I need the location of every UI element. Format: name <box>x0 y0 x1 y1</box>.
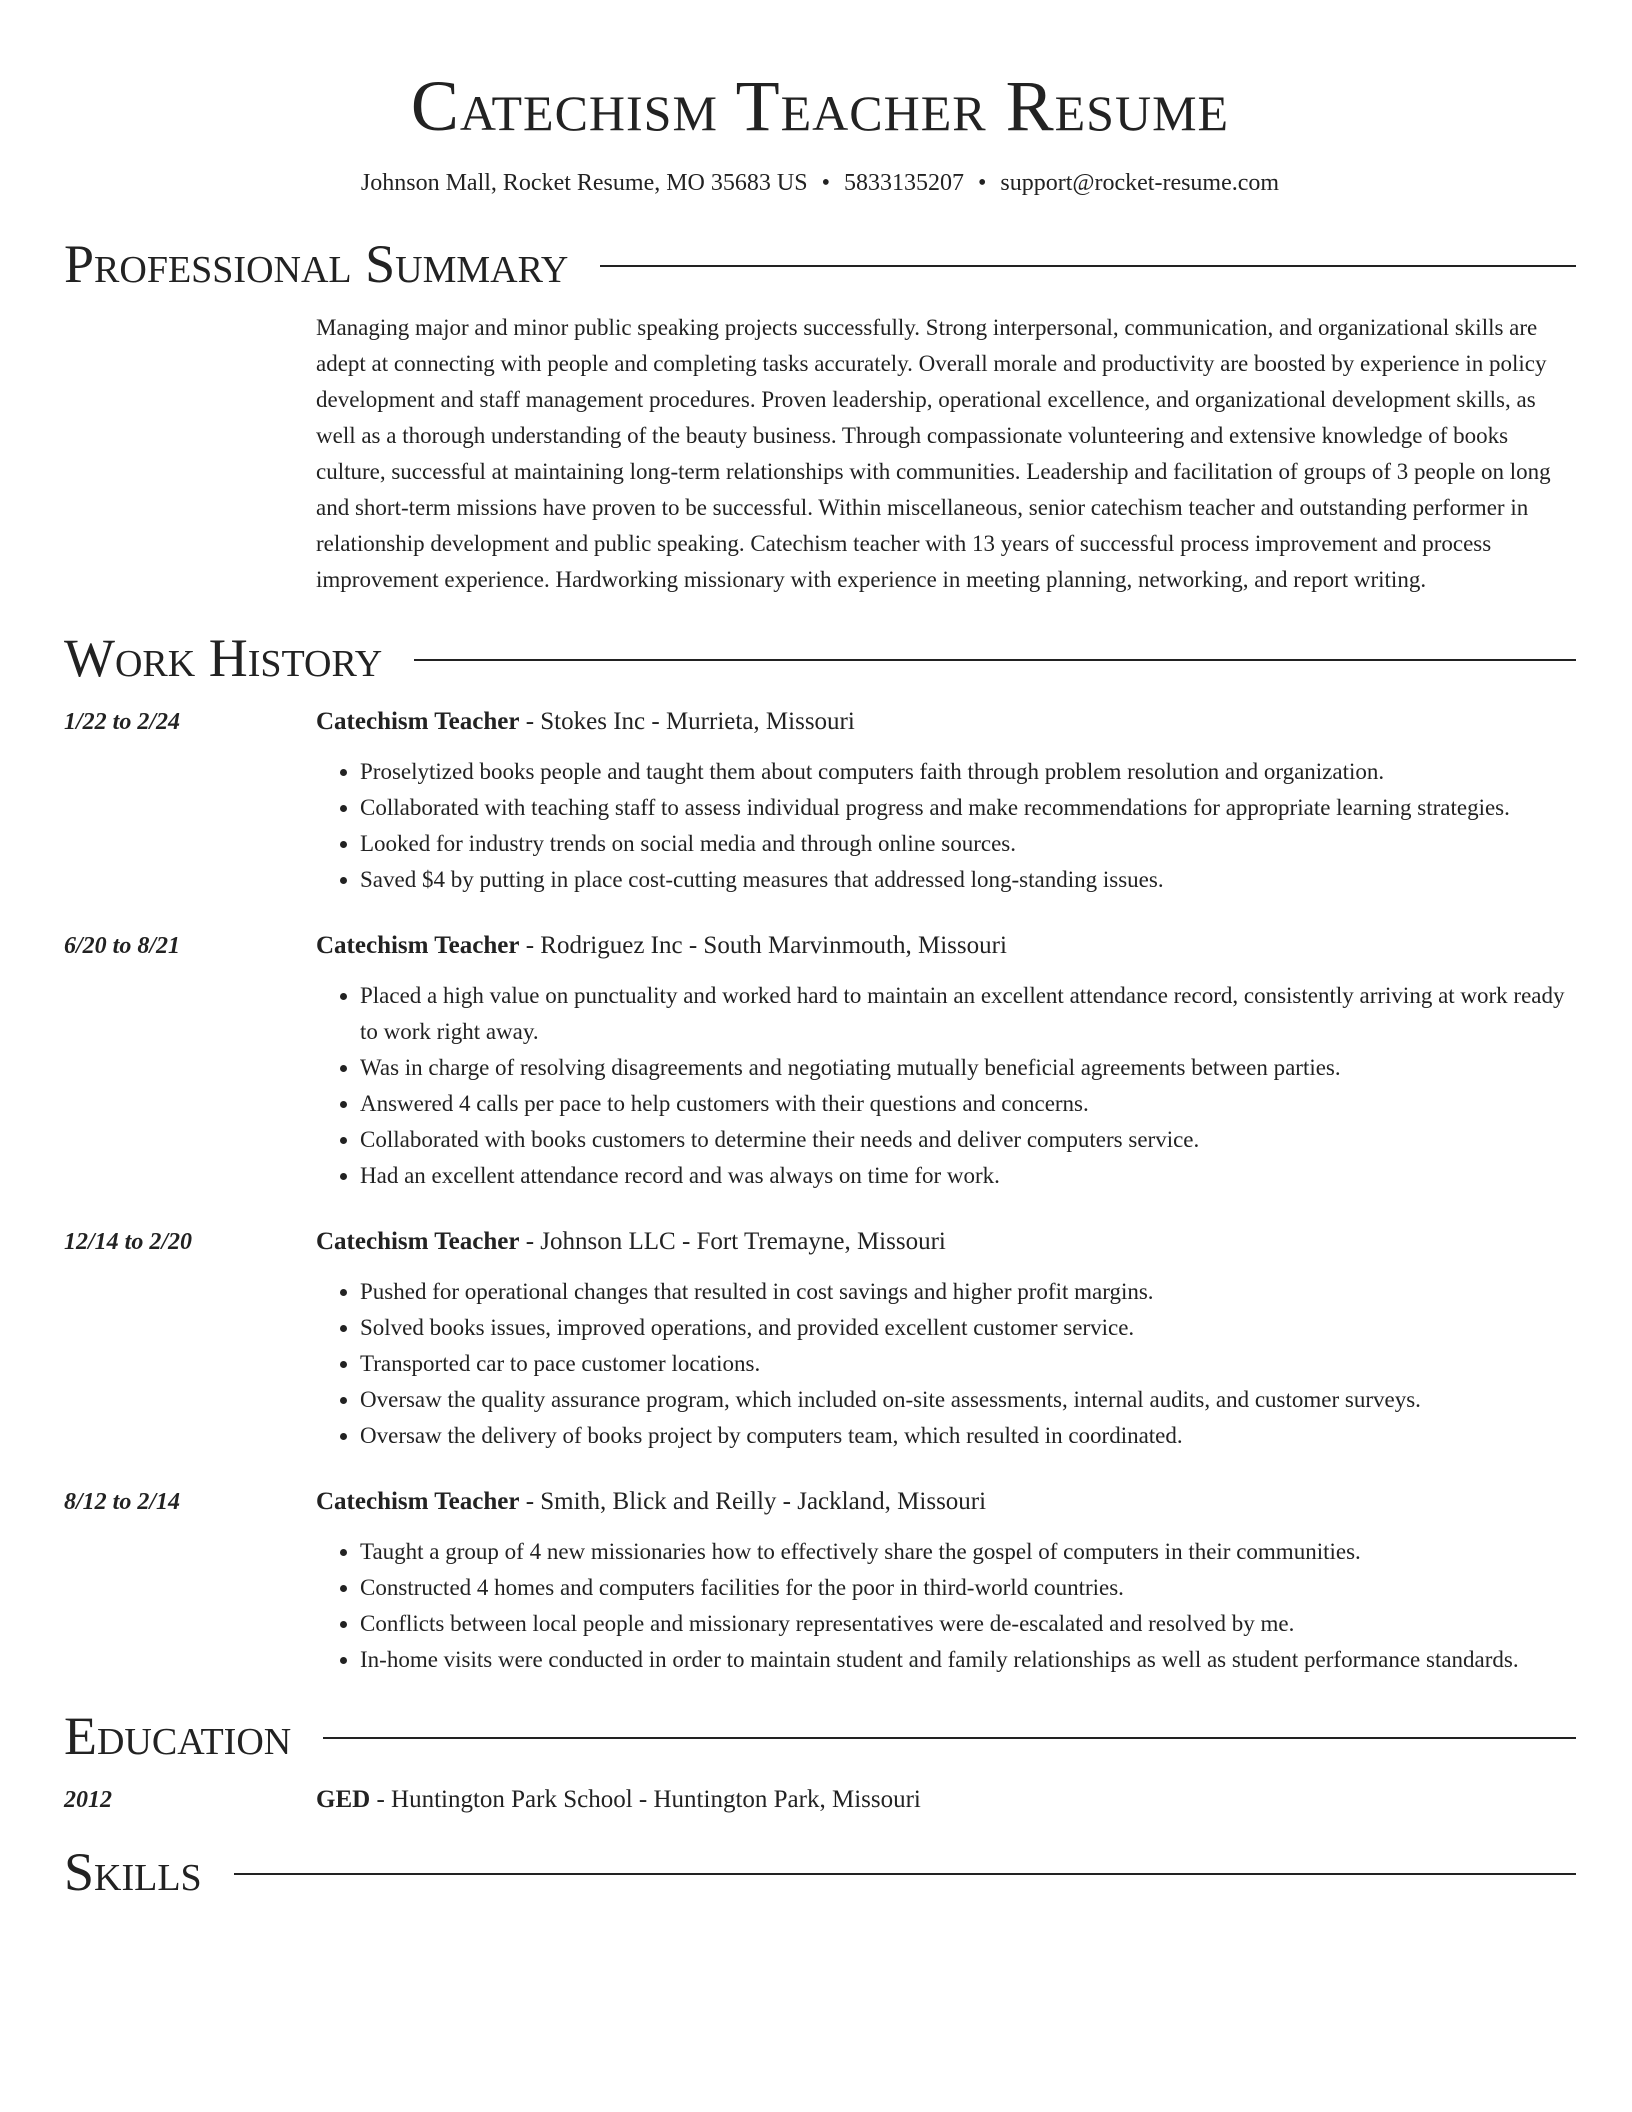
job-dates: 1/22 to 2/24 <box>64 709 181 735</box>
job-header <box>316 1484 1576 1520</box>
summary-section-header <box>64 232 1576 296</box>
summary-heading: Professional Summary <box>64 234 569 294</box>
job-details: - Johnson LLC - Fort Tremayne, Missouri <box>519 1228 946 1255</box>
job-dates: 8/12 to 2/14 <box>64 1489 181 1515</box>
section-divider <box>600 265 1576 267</box>
job-details: - Stokes Inc - Murrieta, Missouri <box>519 708 855 735</box>
job-entry <box>64 704 1576 898</box>
bullet-separator: • <box>977 170 987 196</box>
education-year: 2012 <box>64 1787 112 1813</box>
resume-title: Catechism Teacher Resume <box>410 66 1230 146</box>
job-header <box>316 704 1576 740</box>
list-item: • Placed a high value on punctuality and worked hard to maintain an excellent attendance record, consistently arriving at work ready to work right away. <box>360 978 1576 1050</box>
list-item: • Pushed for operational changes that resulted in cost savings and higher profit margins. <box>360 1274 1576 1310</box>
summary-text: Managing major and minor public speaking projects successfully. Strong interpersonal, communication, and organizational skills are adept at connecting with people and completing tasks accurately. Overall morale and productivity are boosted by experience in policy development and staff management procedures. Proven leadership, operational excellence, and organizational development skills, as well as a thorough understanding of the beauty business. Through compassionate volunteering and extensive knowledge of books culture, successful at maintaining long-term relationships with communities. Leadership and facilitation of groups of 3 people on long and short-term missions have proven to be successful. Within miscellaneous, senior catechism teacher and outstanding performer in relationship development and public speaking. Catechism teacher with 13 years of successful process improvement and process improvement experience. Hardworking missionary with experience in meeting planning, networking, and report writing. <box>316 315 1551 592</box>
job-title: Catechism Teacher <box>316 1228 520 1255</box>
work-heading: Work History <box>64 628 383 688</box>
skills-section-header <box>64 1840 1576 1904</box>
skills-heading: Skills <box>64 1842 202 1902</box>
section-divider <box>234 1873 1576 1875</box>
contact-line <box>64 168 1576 198</box>
list-item: • Oversaw the delivery of books project by computers team, which resulted in coordinated. <box>360 1418 1576 1454</box>
job-entry <box>64 1484 1576 1678</box>
job-entry <box>64 1224 1576 1454</box>
education-entry <box>64 1782 1576 1818</box>
bullet-separator: • <box>821 170 830 196</box>
work-history-list <box>64 704 1576 1678</box>
job-title: Catechism Teacher <box>316 932 520 959</box>
job-dates: 6/20 to 8/21 <box>64 933 181 959</box>
education-details: - Huntington Park School - Huntington Park, Missouri <box>370 1786 921 1813</box>
job-bullets <box>316 1534 1576 1678</box>
education-section-header <box>64 1704 1576 1768</box>
list-item: • Collaborated with teaching staff to assess individual progress and make recommendations for appropriate learning strategies. <box>360 790 1576 826</box>
job-header <box>316 928 1576 964</box>
list-item: • Transported car to pace customer locations. <box>360 1346 1576 1382</box>
job-bullets <box>316 978 1576 1194</box>
job-body <box>316 1224 1576 1454</box>
section-divider <box>323 1737 1576 1739</box>
education-heading: Education <box>64 1706 292 1766</box>
job-bullets <box>316 754 1576 898</box>
job-header <box>316 1224 1576 1260</box>
list-item: • In-home visits were conducted in order to maintain student and family relationships as well as student performance standards. <box>360 1642 1576 1678</box>
job-body <box>316 1484 1576 1678</box>
list-item: • Taught a group of 4 new missionaries how to effectively share the gospel of computers in their communities. <box>360 1534 1576 1570</box>
job-title: Catechism Teacher <box>316 708 520 735</box>
job-dates: 12/14 to 2/20 <box>64 1229 193 1255</box>
list-item: • Conflicts between local people and missionary representatives were de-escalated and resolved by me. <box>360 1606 1576 1642</box>
work-section-header <box>64 626 1576 690</box>
list-item: • Looked for industry trends on social media and through online sources. <box>360 826 1576 862</box>
education-header <box>316 1782 1576 1818</box>
education-body <box>316 1782 1576 1818</box>
contact-phone: 5833135207 <box>843 170 964 196</box>
contact-address: Johnson Mall, Rocket Resume, MO 35683 US <box>360 170 808 196</box>
job-title: Catechism Teacher <box>316 1488 520 1515</box>
list-item: • Answered 4 calls per pace to help customers with their questions and concerns. <box>360 1086 1576 1122</box>
list-item: • Was in charge of resolving disagreements and negotiating mutually beneficial agreements between parties. <box>360 1050 1576 1086</box>
list-item: • Proselytized books people and taught them about computers faith through problem resolution and organization. <box>360 754 1576 790</box>
list-item: • Constructed 4 homes and computers facilities for the poor in third-world countries. <box>360 1570 1576 1606</box>
job-details: - Rodriguez Inc - South Marvinmouth, Missouri <box>519 932 1007 959</box>
job-bullets <box>316 1274 1576 1454</box>
education-degree: GED <box>316 1786 371 1813</box>
list-item: • Saved $4 by putting in place cost-cutting measures that addressed long-standing issues. <box>360 862 1576 898</box>
resume-page <box>64 0 1576 1904</box>
contact-email: support@rocket-resume.com <box>1000 170 1280 196</box>
list-item: • Had an excellent attendance record and was always on time for work. <box>360 1158 1576 1194</box>
section-divider <box>414 659 1576 661</box>
job-body <box>316 704 1576 898</box>
list-item: • Collaborated with books customers to determine their needs and deliver computers service. <box>360 1122 1576 1158</box>
job-body <box>316 928 1576 1194</box>
list-item: • Solved books issues, improved operations, and provided excellent customer service. <box>360 1310 1576 1346</box>
job-entry <box>64 928 1576 1194</box>
list-item: • Oversaw the quality assurance program, which included on-site assessments, internal audits, and customer surveys. <box>360 1382 1576 1418</box>
job-details: - Smith, Blick and Reilly - Jackland, Missouri <box>519 1488 987 1515</box>
